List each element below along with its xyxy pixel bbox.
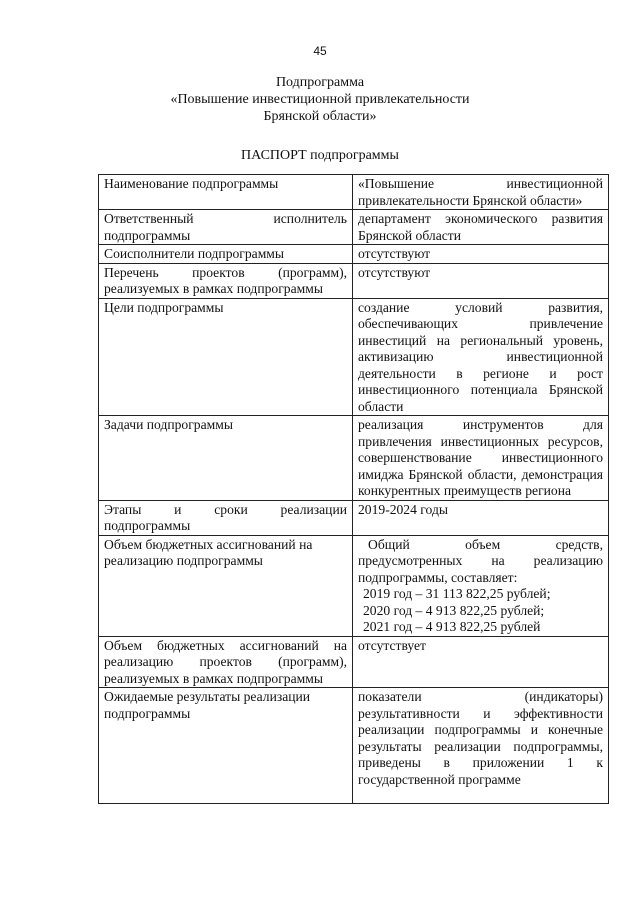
budget-total-text: Общий объем средств, предусмотренных на реализацию подпрограммы, составляет:	[358, 536, 603, 585]
table-row	[99, 263, 609, 298]
row-label: Задачи подпрограммы	[99, 416, 353, 501]
row-value: отсутствует	[353, 636, 609, 688]
row-label: Цели подпрограммы	[99, 298, 353, 416]
title-line-3: Брянской области»	[263, 109, 377, 124]
budget-year-2021: 2021 год – 4 913 822,25 рублей	[363, 619, 541, 634]
row-value	[353, 535, 609, 636]
row-label: Объем бюджетных ассигнований на реализацию проектов (программ), реализуемых в рамках подпрограммы	[99, 636, 353, 688]
row-value: 2019-2024 годы	[353, 500, 609, 535]
passport-heading: ПАСПОРТ подпрограммы	[241, 148, 399, 163]
table-row	[99, 210, 609, 245]
row-label: Объем бюджетных ассигнований на реализацию подпрограммы	[99, 535, 353, 636]
row-value: реализация инструментов для привлечения инвестиционных ресурсов, совершенствование инвестиционного имиджа Брянской области, демонстрация конкурентных преимуществ региона	[353, 416, 609, 501]
table-row	[99, 500, 609, 535]
table-row	[99, 416, 609, 501]
table-row	[99, 298, 609, 416]
budget-year-2019: 2019 год – 31 113 822,25 рублей;	[363, 586, 551, 601]
row-value: департамент экономического развития Брянской области	[353, 210, 609, 245]
row-label: Перечень проектов (программ), реализуемых в рамках подпрограммы	[99, 263, 353, 298]
row-label: Этапы и сроки реализации подпрограммы	[99, 500, 353, 535]
title-line-1: Подпрограмма	[275, 75, 365, 90]
title-line-2: «Повышение инвестиционной привлекательности	[170, 92, 470, 107]
row-value: показатели (индикаторы) результативности и эффективности реализации подпрограммы и конечные результаты реализации подпрограммы, приведены в приложении 1 к государственной программе	[353, 688, 609, 804]
page-number: 45	[313, 44, 327, 58]
passport-table	[98, 174, 609, 804]
table-row	[99, 688, 609, 804]
row-value: отсутствуют	[353, 245, 609, 264]
document-title	[0, 74, 640, 125]
budget-year-2020: 2020 год – 4 913 822,25 рублей;	[363, 602, 545, 618]
row-label: Ответственный исполнитель подпрограммы	[99, 210, 353, 245]
table-row	[99, 535, 609, 636]
row-label: Наименование подпрограммы	[99, 175, 353, 210]
row-label: Соисполнители подпрограммы	[99, 245, 353, 264]
row-label: Ожидаемые результаты реализации подпрограммы	[99, 688, 353, 804]
row-value: «Повышение инвестиционной привлекательности Брянской области»	[353, 175, 609, 210]
row-value: создание условий развития, обеспечивающих привлечение инвестиций на региональный уровень, активизацию инвестиционной деятельности в регионе и рост инвестиционного потенциала Брянской области	[353, 298, 609, 416]
table-row	[99, 175, 609, 210]
row-value: отсутствуют	[353, 263, 609, 298]
table-row	[99, 636, 609, 688]
table-row	[99, 245, 609, 264]
